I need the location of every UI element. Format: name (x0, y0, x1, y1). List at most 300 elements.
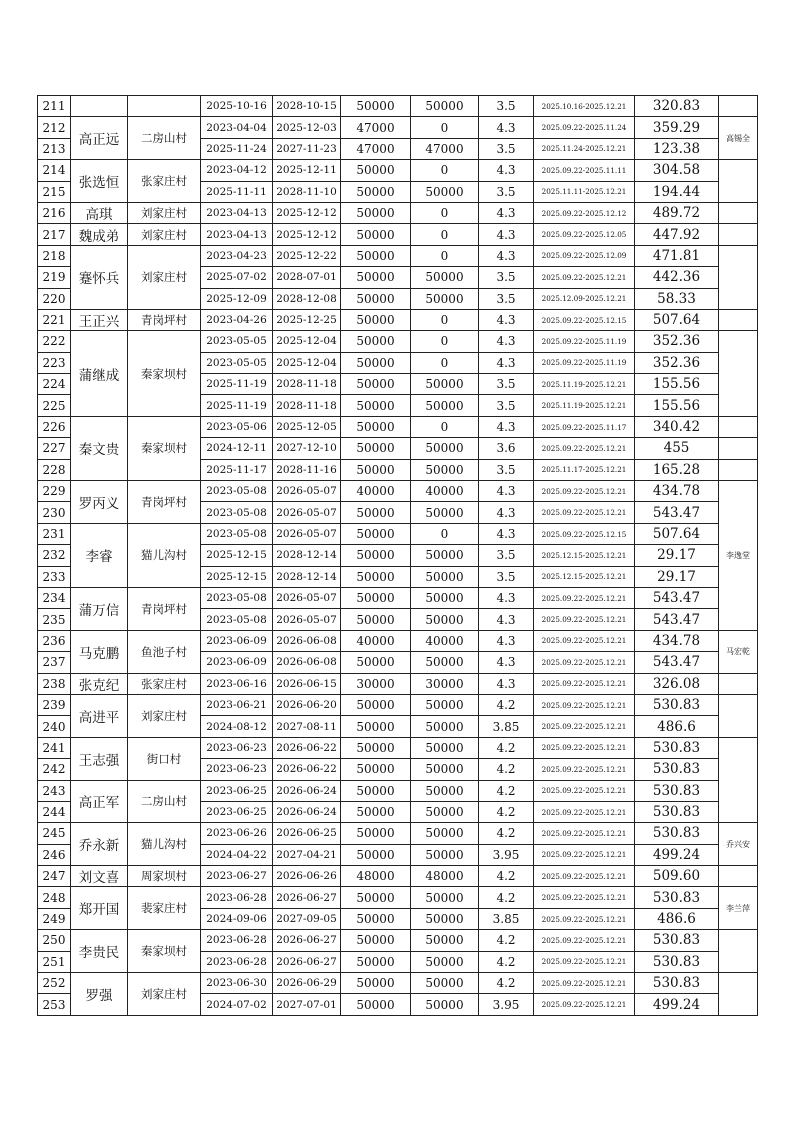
note-cell (719, 737, 758, 823)
borrower-name-cell: 罗丙义 (71, 481, 128, 524)
loan-no-cell: 253 (38, 994, 71, 1015)
loan-no-cell: 246 (38, 844, 71, 865)
balance-cell: 50000 (411, 502, 479, 523)
interest-period-cell: 2025.09.22-2025.12.21 (534, 887, 635, 908)
village-cell: 二房山村 (128, 117, 201, 160)
interest-period-cell: 2025.11.11-2025.12.21 (534, 181, 635, 202)
interest-rate-cell: 4.3 (479, 523, 534, 544)
interest-rate-cell: 4.3 (479, 416, 534, 437)
loan-amount-cell: 40000 (341, 481, 411, 502)
interest-period-cell: 2025.09.22-2025.12.21 (534, 716, 635, 737)
village-cell: 猫儿沟村 (128, 823, 201, 866)
interest-rate-cell: 3.5 (479, 288, 534, 309)
borrower-name-cell: 马克鹏 (71, 630, 128, 673)
interest-period-cell: 2025.09.22-2025.12.21 (534, 502, 635, 523)
interest-amount-cell: 455 (635, 438, 719, 459)
table-row (38, 481, 758, 502)
interest-amount-cell: 530.83 (635, 801, 719, 822)
loan-amount-cell: 30000 (341, 673, 411, 694)
loan-amount-cell: 50000 (341, 716, 411, 737)
balance-cell: 50000 (411, 759, 479, 780)
interest-period-cell: 2025.09.22-2025.12.21 (534, 780, 635, 801)
loan-amount-cell: 50000 (341, 652, 411, 673)
interest-rate-cell: 4.3 (479, 245, 534, 266)
loan-no-cell: 232 (38, 545, 71, 566)
balance-cell: 50000 (411, 587, 479, 608)
interest-period-cell: 2025.12.15-2025.12.21 (534, 545, 635, 566)
end-date-cell: 2025-12-05 (273, 416, 341, 437)
note-cell (719, 673, 758, 694)
loan-amount-cell: 50000 (341, 181, 411, 202)
loan-amount-cell: 50000 (341, 994, 411, 1015)
loan-amount-cell: 50000 (341, 309, 411, 330)
balance-cell: 50000 (411, 374, 479, 395)
interest-period-cell: 2025.09.22-2025.12.21 (534, 694, 635, 715)
interest-amount-cell: 123.38 (635, 138, 719, 159)
loan-amount-cell: 50000 (341, 395, 411, 416)
loan-amount-cell: 50000 (341, 694, 411, 715)
end-date-cell: 2026-06-26 (273, 866, 341, 887)
interest-amount-cell: 530.83 (635, 887, 719, 908)
balance-cell: 50000 (411, 267, 479, 288)
loan-amount-cell: 50000 (341, 288, 411, 309)
interest-amount-cell: 352.36 (635, 331, 719, 352)
interest-rate-cell: 3.5 (479, 96, 534, 117)
balance-cell: 50000 (411, 716, 479, 737)
note-cell: 李逸堂 (719, 481, 758, 631)
interest-rate-cell: 4.2 (479, 866, 534, 887)
interest-amount-cell: 29.17 (635, 545, 719, 566)
interest-rate-cell: 4.3 (479, 331, 534, 352)
loan-no-cell: 250 (38, 930, 71, 951)
start-date-cell: 2025-11-19 (201, 395, 273, 416)
end-date-cell: 2026-06-27 (273, 887, 341, 908)
balance-cell: 50000 (411, 994, 479, 1015)
interest-rate-cell: 4.2 (479, 887, 534, 908)
interest-rate-cell: 4.3 (479, 352, 534, 373)
interest-rate-cell: 3.95 (479, 844, 534, 865)
interest-rate-cell: 3.5 (479, 545, 534, 566)
interest-period-cell: 2025.10.16-2025.12.21 (534, 96, 635, 117)
interest-period-cell: 2025.09.22-2025.12.15 (534, 523, 635, 544)
interest-period-cell: 2025.09.22-2025.12.09 (534, 245, 635, 266)
table-row (38, 160, 758, 181)
end-date-cell: 2025-12-11 (273, 160, 341, 181)
table-row (38, 973, 758, 994)
interest-period-cell: 2025.09.22-2025.12.21 (534, 908, 635, 929)
start-date-cell: 2023-04-04 (201, 117, 273, 138)
interest-rate-cell: 3.5 (479, 374, 534, 395)
borrower-name-cell: 李贵民 (71, 930, 128, 973)
note-cell (719, 202, 758, 223)
note-cell (719, 930, 758, 973)
loan-amount-cell: 50000 (341, 587, 411, 608)
table-row (38, 96, 758, 117)
loan-amount-cell: 50000 (341, 780, 411, 801)
borrower-name-cell: 王志强 (71, 737, 128, 780)
loan-amount-cell: 50000 (341, 759, 411, 780)
table-body (38, 96, 758, 1016)
end-date-cell: 2028-07-01 (273, 267, 341, 288)
interest-amount-cell: 155.56 (635, 395, 719, 416)
balance-cell: 50000 (411, 181, 479, 202)
interest-rate-cell: 4.3 (479, 609, 534, 630)
note-cell: 乔兴安 (719, 823, 758, 866)
start-date-cell: 2023-04-13 (201, 202, 273, 223)
note-cell: 李兰萍 (719, 887, 758, 930)
loan-no-cell: 213 (38, 138, 71, 159)
loan-no-cell: 211 (38, 96, 71, 117)
loan-amount-cell: 50000 (341, 245, 411, 266)
borrower-name-cell: 张克纪 (71, 673, 128, 694)
loan-amount-cell: 50000 (341, 331, 411, 352)
loan-no-cell: 234 (38, 587, 71, 608)
village-cell: 青岗坪村 (128, 481, 201, 524)
loan-no-cell: 222 (38, 331, 71, 352)
end-date-cell: 2026-06-27 (273, 951, 341, 972)
interest-period-cell: 2025.09.22-2025.11.19 (534, 352, 635, 373)
loan-amount-cell: 50000 (341, 96, 411, 117)
interest-amount-cell: 359.29 (635, 117, 719, 138)
balance-cell: 0 (411, 117, 479, 138)
table-row (38, 887, 758, 908)
end-date-cell: 2026-05-07 (273, 523, 341, 544)
balance-cell: 50000 (411, 652, 479, 673)
borrower-name-cell: 高进平 (71, 694, 128, 737)
loan-no-cell: 245 (38, 823, 71, 844)
interest-period-cell: 2025.09.22-2025.12.15 (534, 309, 635, 330)
note-cell (719, 245, 758, 309)
interest-rate-cell: 4.3 (479, 224, 534, 245)
loan-amount-cell: 50000 (341, 502, 411, 523)
interest-amount-cell: 304.58 (635, 160, 719, 181)
end-date-cell: 2026-06-15 (273, 673, 341, 694)
loan-no-cell: 238 (38, 673, 71, 694)
loan-amount-cell: 50000 (341, 609, 411, 630)
village-cell: 青岗坪村 (128, 587, 201, 630)
end-date-cell: 2025-12-12 (273, 224, 341, 245)
loan-no-cell: 230 (38, 502, 71, 523)
loan-amount-cell: 50000 (341, 973, 411, 994)
interest-period-cell: 2025.09.22-2025.11.17 (534, 416, 635, 437)
end-date-cell: 2026-06-24 (273, 780, 341, 801)
interest-rate-cell: 4.2 (479, 780, 534, 801)
start-date-cell: 2025-11-11 (201, 181, 273, 202)
end-date-cell: 2028-12-14 (273, 566, 341, 587)
start-date-cell: 2023-05-05 (201, 352, 273, 373)
balance-cell: 50000 (411, 973, 479, 994)
interest-amount-cell: 530.83 (635, 737, 719, 758)
interest-rate-cell: 4.3 (479, 481, 534, 502)
balance-cell: 0 (411, 224, 479, 245)
table-row (38, 780, 758, 801)
balance-cell: 50000 (411, 823, 479, 844)
end-date-cell: 2027-04-21 (273, 844, 341, 865)
borrower-name-cell: 张选恒 (71, 160, 128, 203)
start-date-cell: 2023-05-08 (201, 523, 273, 544)
table-row (38, 309, 758, 330)
loan-amount-cell: 50000 (341, 416, 411, 437)
loan-amount-cell: 50000 (341, 160, 411, 181)
village-cell: 猫儿沟村 (128, 523, 201, 587)
balance-cell: 50000 (411, 395, 479, 416)
interest-period-cell: 2025.11.19-2025.12.21 (534, 395, 635, 416)
balance-cell: 50000 (411, 459, 479, 480)
village-cell: 刘家庄村 (128, 245, 201, 309)
balance-cell: 50000 (411, 908, 479, 929)
loan-no-cell: 223 (38, 352, 71, 373)
interest-amount-cell: 352.36 (635, 352, 719, 373)
loan-no-cell: 235 (38, 609, 71, 630)
table-row (38, 737, 758, 758)
interest-period-cell: 2025.09.22-2025.12.21 (534, 587, 635, 608)
end-date-cell: 2026-05-07 (273, 587, 341, 608)
interest-rate-cell: 4.3 (479, 630, 534, 651)
table-row (38, 416, 758, 437)
loan-no-cell: 217 (38, 224, 71, 245)
loan-amount-cell: 50000 (341, 737, 411, 758)
interest-period-cell: 2025.09.22-2025.12.21 (534, 973, 635, 994)
interest-rate-cell: 3.5 (479, 267, 534, 288)
loan-amount-cell: 50000 (341, 459, 411, 480)
start-date-cell: 2025-12-09 (201, 288, 273, 309)
borrower-name-cell: 高正军 (71, 780, 128, 823)
loan-amount-cell: 50000 (341, 202, 411, 223)
start-date-cell: 2023-06-26 (201, 823, 273, 844)
interest-amount-cell: 155.56 (635, 374, 719, 395)
loan-no-cell: 218 (38, 245, 71, 266)
end-date-cell: 2027-11-23 (273, 138, 341, 159)
start-date-cell: 2025-12-15 (201, 545, 273, 566)
loan-no-cell: 251 (38, 951, 71, 972)
loan-no-cell: 236 (38, 630, 71, 651)
start-date-cell: 2023-06-21 (201, 694, 273, 715)
end-date-cell: 2028-10-15 (273, 96, 341, 117)
start-date-cell: 2023-06-09 (201, 630, 273, 651)
loan-no-cell: 241 (38, 737, 71, 758)
loan-amount-cell: 50000 (341, 930, 411, 951)
start-date-cell: 2023-06-25 (201, 801, 273, 822)
interest-amount-cell: 530.83 (635, 951, 719, 972)
interest-period-cell: 2025.09.22-2025.11.24 (534, 117, 635, 138)
balance-cell: 50000 (411, 737, 479, 758)
balance-cell: 0 (411, 331, 479, 352)
loan-no-cell: 228 (38, 459, 71, 480)
interest-rate-cell: 4.3 (479, 160, 534, 181)
interest-amount-cell: 543.47 (635, 502, 719, 523)
note-cell (719, 309, 758, 330)
loan-no-cell: 252 (38, 973, 71, 994)
note-cell (719, 438, 758, 459)
start-date-cell: 2023-04-23 (201, 245, 273, 266)
end-date-cell: 2025-12-22 (273, 245, 341, 266)
start-date-cell: 2023-05-08 (201, 587, 273, 608)
balance-cell: 0 (411, 245, 479, 266)
interest-amount-cell: 530.83 (635, 823, 719, 844)
interest-amount-cell: 340.42 (635, 416, 719, 437)
start-date-cell: 2023-05-05 (201, 331, 273, 352)
interest-amount-cell: 486.6 (635, 908, 719, 929)
interest-period-cell: 2025.11.19-2025.12.21 (534, 374, 635, 395)
loan-no-cell: 229 (38, 481, 71, 502)
borrower-name-cell: 刘文喜 (71, 866, 128, 887)
start-date-cell: 2023-06-23 (201, 737, 273, 758)
start-date-cell: 2023-05-08 (201, 609, 273, 630)
interest-period-cell: 2025.12.15-2025.12.21 (534, 566, 635, 587)
village-cell: 鱼池子村 (128, 630, 201, 673)
end-date-cell: 2026-06-22 (273, 759, 341, 780)
interest-rate-cell: 3.5 (479, 459, 534, 480)
table-row (38, 117, 758, 138)
end-date-cell: 2025-12-12 (273, 202, 341, 223)
loan-amount-cell: 50000 (341, 566, 411, 587)
loan-no-cell: 225 (38, 395, 71, 416)
loan-no-cell: 219 (38, 267, 71, 288)
loan-amount-cell: 50000 (341, 908, 411, 929)
interest-amount-cell: 499.24 (635, 844, 719, 865)
loan-amount-cell: 50000 (341, 844, 411, 865)
loan-no-cell: 248 (38, 887, 71, 908)
table-row (38, 224, 758, 245)
interest-amount-cell: 471.81 (635, 245, 719, 266)
end-date-cell: 2025-12-25 (273, 309, 341, 330)
village-cell: 秦家坝村 (128, 416, 201, 480)
note-cell (719, 459, 758, 480)
interest-period-cell: 2025.12.09-2025.12.21 (534, 288, 635, 309)
end-date-cell: 2026-06-27 (273, 930, 341, 951)
interest-rate-cell: 4.2 (479, 694, 534, 715)
end-date-cell: 2028-12-08 (273, 288, 341, 309)
loan-amount-cell: 48000 (341, 866, 411, 887)
interest-amount-cell: 29.17 (635, 566, 719, 587)
interest-period-cell: 2025.09.22-2025.12.21 (534, 759, 635, 780)
start-date-cell: 2024-07-02 (201, 994, 273, 1015)
loan-no-cell: 233 (38, 566, 71, 587)
loan-amount-cell: 50000 (341, 224, 411, 245)
start-date-cell: 2025-11-17 (201, 459, 273, 480)
balance-cell: 50000 (411, 694, 479, 715)
note-cell: 高锡全 (719, 117, 758, 160)
balance-cell: 50000 (411, 801, 479, 822)
table-row (38, 245, 758, 266)
note-cell: 马宏乾 (719, 630, 758, 673)
table-row (38, 202, 758, 223)
interest-period-cell: 2025.09.22-2025.12.21 (534, 673, 635, 694)
interest-rate-cell: 4.3 (479, 673, 534, 694)
end-date-cell: 2025-12-04 (273, 331, 341, 352)
loan-no-cell: 244 (38, 801, 71, 822)
interest-period-cell: 2025.09.22-2025.12.12 (534, 202, 635, 223)
interest-period-cell: 2025.09.22-2025.12.21 (534, 844, 635, 865)
borrower-name-cell: 王正兴 (71, 309, 128, 330)
table-row (38, 673, 758, 694)
balance-cell: 50000 (411, 887, 479, 908)
end-date-cell: 2027-09-05 (273, 908, 341, 929)
interest-rate-cell: 4.2 (479, 801, 534, 822)
interest-amount-cell: 165.28 (635, 459, 719, 480)
start-date-cell: 2023-06-28 (201, 887, 273, 908)
balance-cell: 50000 (411, 545, 479, 566)
interest-amount-cell: 509.60 (635, 866, 719, 887)
loan-amount-cell: 50000 (341, 523, 411, 544)
loan-no-cell: 237 (38, 652, 71, 673)
interest-period-cell: 2025.09.22-2025.12.21 (534, 267, 635, 288)
borrower-name-cell: 高琪 (71, 202, 128, 223)
interest-period-cell: 2025.09.22-2025.12.21 (534, 801, 635, 822)
end-date-cell: 2026-06-22 (273, 737, 341, 758)
end-date-cell: 2026-06-08 (273, 630, 341, 651)
interest-period-cell: 2025.09.22-2025.12.21 (534, 737, 635, 758)
loan-no-cell: 231 (38, 523, 71, 544)
loan-no-cell: 239 (38, 694, 71, 715)
village-cell: 二房山村 (128, 780, 201, 823)
note-cell (719, 416, 758, 437)
interest-amount-cell: 486.6 (635, 716, 719, 737)
interest-amount-cell: 543.47 (635, 652, 719, 673)
interest-amount-cell: 320.83 (635, 96, 719, 117)
village-cell: 街口村 (128, 737, 201, 780)
balance-cell: 0 (411, 416, 479, 437)
loan-no-cell: 221 (38, 309, 71, 330)
borrower-name-cell: 魏成弟 (71, 224, 128, 245)
end-date-cell: 2027-12-10 (273, 438, 341, 459)
start-date-cell: 2025-07-02 (201, 267, 273, 288)
interest-rate-cell: 4.2 (479, 759, 534, 780)
interest-period-cell: 2025.11.24-2025.12.21 (534, 138, 635, 159)
interest-rate-cell: 3.5 (479, 566, 534, 587)
interest-rate-cell: 3.95 (479, 994, 534, 1015)
balance-cell: 0 (411, 309, 479, 330)
balance-cell: 50000 (411, 609, 479, 630)
balance-cell: 50000 (411, 438, 479, 459)
start-date-cell: 2023-06-09 (201, 652, 273, 673)
note-cell (719, 160, 758, 203)
interest-period-cell: 2025.09.22-2025.12.21 (534, 609, 635, 630)
loan-amount-cell: 50000 (341, 352, 411, 373)
start-date-cell: 2023-06-16 (201, 673, 273, 694)
loan-amount-cell: 50000 (341, 438, 411, 459)
end-date-cell: 2028-11-16 (273, 459, 341, 480)
start-date-cell: 2024-08-12 (201, 716, 273, 737)
table-row (38, 630, 758, 651)
balance-cell: 48000 (411, 866, 479, 887)
interest-rate-cell: 4.3 (479, 202, 534, 223)
interest-rate-cell: 4.2 (479, 930, 534, 951)
loan-amount-cell: 50000 (341, 545, 411, 566)
interest-period-cell: 2025.09.22-2025.12.21 (534, 930, 635, 951)
start-date-cell: 2024-12-11 (201, 438, 273, 459)
interest-period-cell: 2025.09.22-2025.12.21 (534, 951, 635, 972)
note-cell (719, 331, 758, 417)
start-date-cell: 2025-10-16 (201, 96, 273, 117)
village-cell: 裴家庄村 (128, 887, 201, 930)
interest-amount-cell: 447.92 (635, 224, 719, 245)
interest-period-cell: 2025.09.22-2025.12.21 (534, 866, 635, 887)
balance-cell: 50000 (411, 780, 479, 801)
interest-rate-cell: 3.85 (479, 908, 534, 929)
village-cell: 青岗坪村 (128, 309, 201, 330)
borrower-name-cell: 乔永新 (71, 823, 128, 866)
interest-amount-cell: 507.64 (635, 523, 719, 544)
end-date-cell: 2025-12-03 (273, 117, 341, 138)
loan-no-cell: 216 (38, 202, 71, 223)
interest-period-cell: 2025.09.22-2025.12.21 (534, 823, 635, 844)
interest-amount-cell: 543.47 (635, 609, 719, 630)
borrower-name-cell (71, 96, 128, 117)
interest-period-cell: 2025.09.22-2025.12.21 (534, 438, 635, 459)
interest-rate-cell: 3.5 (479, 138, 534, 159)
note-cell (719, 96, 758, 117)
